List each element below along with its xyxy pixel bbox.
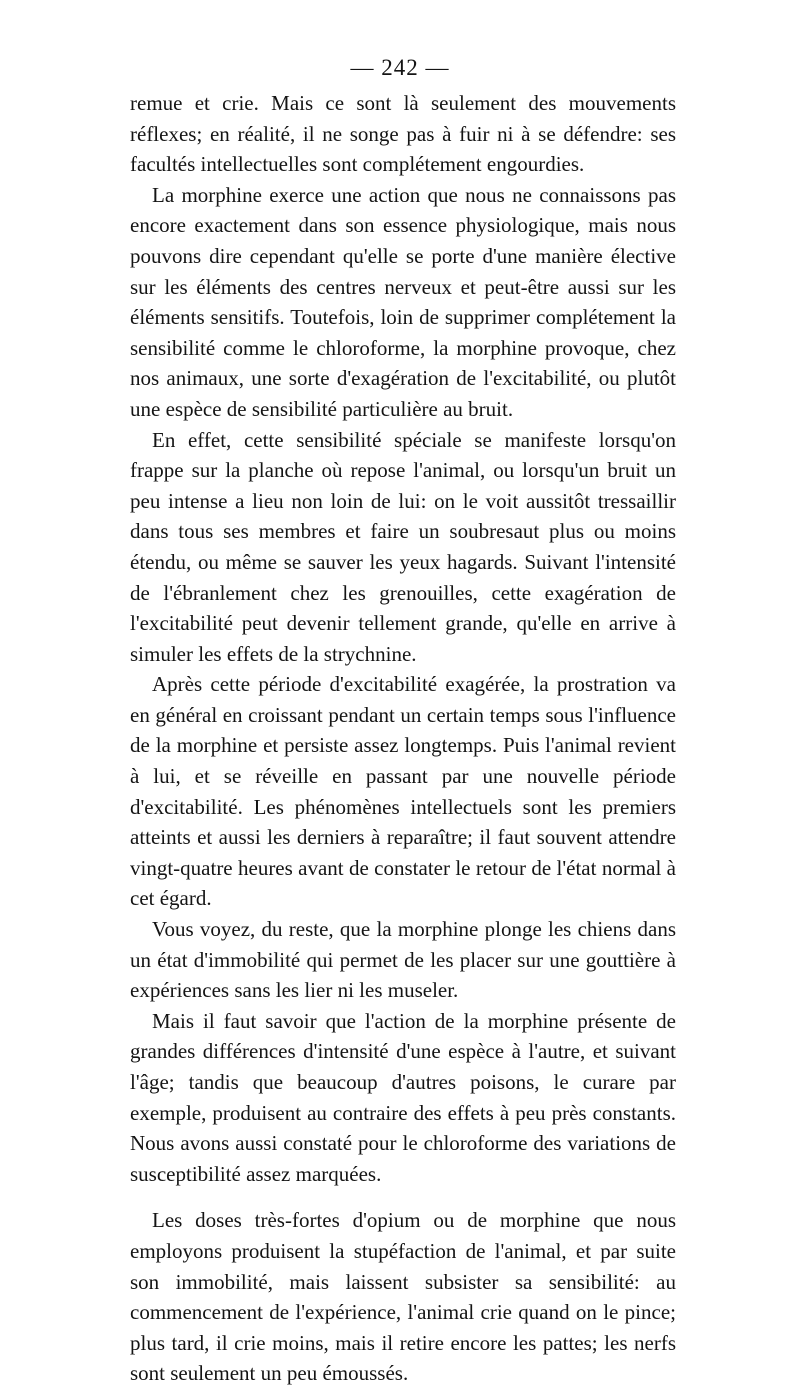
paragraph-1: remue et crie. Mais ce sont là seulement des mouvements réflexes; en réalité, il ne songe pas à fuir ni à se défendre: ses facultés intellectuelles sont complétement engourdies. (130, 91, 676, 177)
paragraph-4: Après cette période d'excitabilité exagérée, la prostration va en général en croissant pendant un certain temps sous l'influence de la morphine et persiste assez longtemps. Puis l'animal revient à lui, et se réveille en passant par une nouvelle période d'excitabilité. Les phénomènes intellectuels sont les premiers atteints et aussi les derniers à reparaître; il faut souvent attendre vingt-quatre heures avant de constater le retour de l'état normal à cet égard. (130, 672, 676, 911)
page-number: — 242 — (350, 55, 450, 80)
paragraph-2: La morphine exerce une action que nous ne connaissons pas encore exactement dans son essence physiologique, mais nous pouvons dire cependant qu'elle se porte d'une manière élective sur les éléments des centres nerveux et peut-être aussi sur les éléments sensitifs. Toutefois, loin de supprimer complétement la sensibilité comme le chloroforme, la morphine provoque, chez nos animaux, une sorte d'exagération de l'excitabilité, ou plutôt une espèce de sensibilité particulière au bruit. (130, 182, 676, 421)
paragraph-3: En effet, cette sensibilité spéciale se manifeste lorsqu'on frappe sur la planche où repose l'animal, ou lorsqu'un bruit un peu intense a lieu non loin de lui: on le voit aussitôt tressaillir dans tous ses membres et faire un soubresaut plus ou moins étendu, ou même se sauver les yeux hagards. Suivant l'intensité de l'ébranlement chez les grenouilles, cette exagération de l'excitabilité peut devenir tellement grande, qu'elle en arrive à simuler les effets de la strychnine. (130, 427, 676, 666)
paragraph-7: Les doses très-fortes d'opium ou de morphine que nous employons produisent la stupéfaction de l'animal, et par suite son immobilité, mais laissent subsister sa sensibilité: au commencement de l'expérience, l'animal crie quand on le pince; plus tard, il crie moins, mais il retire encore les pattes; les nerfs sont seulement un peu émoussés. (130, 1208, 676, 1386)
paragraph-6: Mais il faut savoir que l'action de la morphine présente de grandes différences d'intensité d'une espèce à l'autre, et suivant l'âge; tandis que beaucoup d'autres poisons, le curare par exemple, produisent au contraire des effets à peu près constants. Nous avons aussi constaté pour le chloroforme des variations de susceptibilité assez marquées. (130, 1008, 676, 1186)
paragraph-5: Vous voyez, du reste, que la morphine plonge les chiens dans un état d'immobilité qui permet de les placer sur une gouttière à expériences sans les lier ni les museler. (130, 917, 676, 1003)
body-text (130, 88, 676, 1389)
